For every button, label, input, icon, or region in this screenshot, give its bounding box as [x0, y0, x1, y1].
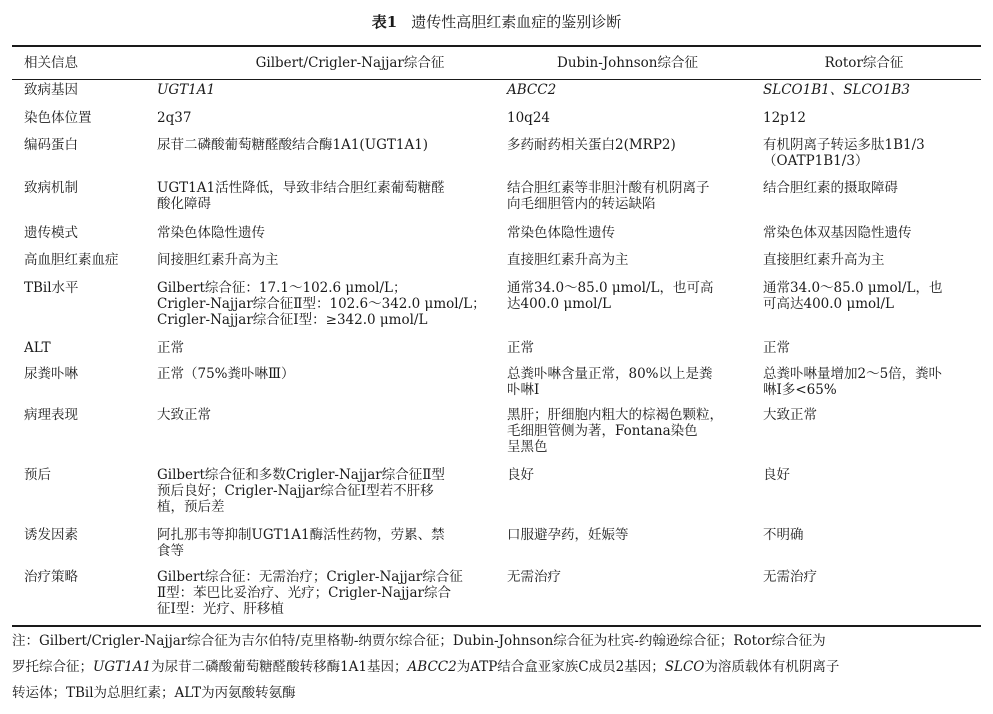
cell-line: 预后良好；Crigler-Najjar综合征Ⅰ型若不肝移: [157, 483, 434, 499]
header-cell-info: 相关信息: [24, 55, 78, 71]
dubin-cell: [507, 366, 713, 398]
header-cell-rotor: Rotor综合征: [824, 55, 904, 71]
cell-line: 正常（75%粪卟啉Ⅲ）: [157, 366, 295, 382]
rotor-cell: [763, 180, 898, 196]
rotor-cell: [763, 137, 925, 169]
gilbert-cell: [157, 137, 428, 153]
cell-line: 植，预后差: [157, 499, 225, 515]
cell-line: 正常: [157, 340, 184, 356]
gilbert-cell: [157, 82, 215, 98]
dubin-cell: [507, 110, 550, 126]
gilbert-cell: [157, 225, 265, 241]
note-text: 罗托综合征；: [12, 659, 93, 675]
cell-line: 食等: [157, 543, 184, 559]
header-rule: [12, 79, 981, 80]
caption-title: 遗传性高胆红素血症的鉴别诊断: [411, 13, 622, 31]
dubin-cell: [507, 407, 723, 455]
cell-line: Gilbert综合征和多数Crigler-Najjar综合征Ⅱ型: [157, 467, 445, 483]
note-gene: SLCO: [664, 659, 705, 675]
cell-line: 不明确: [763, 527, 804, 543]
cell-line: 编码蛋白: [24, 137, 78, 153]
cell-line: 卟啉Ⅰ: [507, 382, 540, 398]
cell-line: 通常34.0～85.0 μmol/L，也可高: [507, 280, 714, 296]
dubin-cell: [507, 252, 629, 268]
cell-line: 可高达400.0 μmol/L: [763, 296, 894, 312]
cell-line: 2q37: [157, 110, 192, 126]
cell-line: UGT1A1活性降低，导致非结合胆红素葡萄糖醛: [157, 180, 445, 196]
gilbert-cell: [157, 180, 445, 212]
row-label: [24, 340, 51, 356]
cell-line: 10q24: [507, 110, 550, 126]
cell-line: 直接胆红素升高为主: [507, 252, 629, 268]
gilbert-cell: [157, 340, 184, 356]
rotor-cell: [763, 467, 790, 483]
cell-line: Crigler-Najjar综合征Ⅱ型：102.6～342.0 μmol/L；: [157, 296, 486, 312]
gilbert-cell: [157, 407, 211, 423]
gilbert-cell: [157, 110, 191, 126]
note-gene: ABCC2: [407, 659, 457, 675]
row-label: [24, 407, 78, 423]
rotor-cell: [763, 225, 912, 241]
cell-line: UGT1A1: [157, 82, 216, 98]
note-line-2: [12, 656, 981, 678]
row-label: [24, 252, 119, 268]
cell-line: 良好: [507, 467, 534, 483]
row-label: [24, 82, 78, 98]
cell-line: 高血胆红素血症: [24, 252, 119, 268]
table-bottom-rule: [12, 625, 981, 627]
row-label: [24, 467, 51, 483]
cell-line: 无需治疗: [507, 569, 561, 585]
row-label: [24, 569, 78, 585]
cell-line: 常染色体隐性遗传: [157, 225, 265, 241]
cell-line: 预后: [24, 467, 51, 483]
cell-line: 诱发因素: [24, 527, 78, 543]
cell-line: 有机阴离子转运多肽1B1/3: [763, 137, 925, 153]
cell-line: （OATP1B1/3）: [763, 153, 869, 169]
gilbert-cell: [157, 467, 445, 515]
rotor-cell: [763, 366, 942, 398]
cell-line: 口服避孕药，妊娠等: [507, 527, 629, 543]
dubin-cell: [507, 137, 676, 153]
cell-line: 正常: [507, 340, 534, 356]
cell-line: 遗传模式: [24, 225, 78, 241]
header-cell-gilbert: Gilbert/Crigler-Najjar综合征: [255, 55, 445, 71]
rotor-cell: [763, 252, 885, 268]
cell-line: 致病基因: [24, 82, 78, 98]
note-gene: UGT1A1: [93, 659, 152, 675]
cell-line: 染色体位置: [24, 110, 92, 126]
cell-line: 毛细胆管侧为著，Fontana染色: [507, 423, 698, 439]
cell-line: 大致正常: [763, 407, 817, 423]
row-label: [24, 180, 78, 196]
table-top-rule: [12, 45, 981, 47]
table-caption: [0, 12, 993, 32]
dubin-cell: [507, 180, 710, 212]
cell-line: Crigler-Najjar综合征Ⅰ型：≥342.0 μmol/L: [157, 312, 428, 328]
cell-line: Gilbert综合征：17.1～102.6 μmol/L；: [157, 280, 407, 296]
gilbert-cell: [157, 280, 486, 328]
cell-line: 黑肝；肝细胞内粗大的棕褐色颗粒，: [507, 407, 723, 423]
cell-line: 通常34.0～85.0 μmol/L，也: [763, 280, 943, 296]
cell-line: 结合胆红素等非胆汁酸有机阴离子: [507, 180, 710, 196]
cell-line: 大致正常: [157, 407, 211, 423]
cell-line: 病理表现: [24, 407, 78, 423]
header-cell-dubin: Dubin-Johnson综合征: [557, 55, 698, 71]
cell-line: 向毛细胆管内的转运缺陷: [507, 196, 656, 212]
rotor-cell: [763, 82, 910, 98]
note-text: 为ATP结合盒亚家族C成员2基因；: [456, 659, 665, 675]
dubin-cell: [507, 82, 556, 98]
gilbert-cell: [157, 366, 295, 382]
cell-line: 阿扎那韦等抑制UGT1A1酶活性药物，劳累、禁: [157, 527, 445, 543]
rotor-cell: [763, 110, 806, 126]
cell-line: 多药耐药相关蛋白2(MRP2): [507, 137, 676, 153]
row-label: [24, 137, 78, 153]
cell-line: 常染色体双基因隐性遗传: [763, 225, 912, 241]
rotor-cell: [763, 280, 942, 312]
cell-line: SLCO1B1、SLCO1B3: [763, 82, 910, 98]
gilbert-cell: [157, 569, 463, 617]
cell-line: 总粪卟啉量增加2～5倍，粪卟: [763, 366, 943, 382]
cell-line: 啉Ⅰ多<65%: [763, 382, 837, 398]
cell-line: 良好: [763, 467, 790, 483]
gilbert-cell: [157, 527, 445, 559]
note-text: 为溶质载体有机阴离子: [704, 659, 840, 675]
cell-line: ALT: [24, 340, 51, 356]
cell-line: 呈黑色: [507, 439, 548, 455]
dubin-cell: [507, 280, 713, 312]
dubin-cell: [507, 225, 615, 241]
cell-line: 结合胆红素的摄取障碍: [763, 180, 898, 196]
note-line-1: 注：Gilbert/Crigler-Najjar综合征为吉尔伯特/克里格勒-纳贾尔综合征；Dubin-Johnson综合征为杜宾-约翰逊综合征；Rotor综合征为: [12, 633, 826, 649]
row-label: [24, 366, 78, 382]
cell-line: 尿苷二磷酸葡萄糖醛酸结合酶1A1(UGT1A1): [157, 137, 429, 153]
dubin-cell: [507, 569, 561, 585]
cell-line: 酸化障碍: [157, 196, 211, 212]
dubin-cell: [507, 527, 629, 543]
caption-number: 表1: [371, 13, 398, 31]
cell-line: 治疗策略: [24, 569, 78, 585]
cell-line: 间接胆红素升高为主: [157, 252, 279, 268]
cell-line: 正常: [763, 340, 790, 356]
cell-line: 无需治疗: [763, 569, 817, 585]
rotor-cell: [763, 340, 790, 356]
cell-line: 12p12: [763, 110, 806, 126]
cell-line: 常染色体隐性遗传: [507, 225, 615, 241]
gilbert-cell: [157, 252, 279, 268]
cell-line: Ⅱ型：苯巴比妥治疗、光疗；Crigler-Najjar综合: [157, 585, 451, 601]
rotor-cell: [763, 527, 804, 543]
cell-line: 直接胆红素升高为主: [763, 252, 885, 268]
cell-line: 达400.0 μmol/L: [507, 296, 611, 312]
row-label: [24, 110, 92, 126]
cell-line: 尿粪卟啉: [24, 366, 78, 382]
note-text: 为尿苷二磷酸葡萄糖醛酸转移酶1A1基因；: [151, 659, 408, 675]
rotor-cell: [763, 407, 817, 423]
note-line-3: 转运体；TBil为总胆红素；ALT为丙氨酸转氨酶: [12, 685, 296, 701]
row-label: [24, 527, 78, 543]
dubin-cell: [507, 467, 534, 483]
dubin-cell: [507, 340, 534, 356]
cell-line: ABCC2: [507, 82, 557, 98]
row-label: [24, 225, 78, 241]
cell-line: 征Ⅰ型：光疗、肝移植: [157, 601, 284, 617]
cell-line: Gilbert综合征：无需治疗；Crigler-Najjar综合征: [157, 569, 463, 585]
cell-line: TBil水平: [24, 280, 79, 296]
cell-line: 总粪卟啉含量正常，80%以上是粪: [507, 366, 713, 382]
rotor-cell: [763, 569, 817, 585]
row-label: [24, 280, 79, 296]
cell-line: 致病机制: [24, 180, 78, 196]
